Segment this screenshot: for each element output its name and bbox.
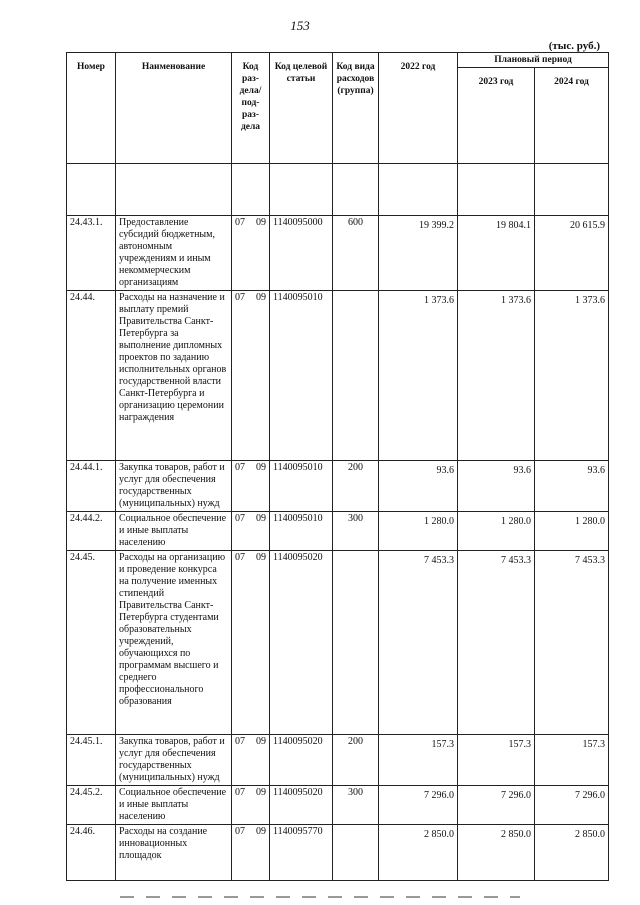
row-value-2024: 157.3 (535, 735, 609, 786)
row-value-2024: 1 280.0 (535, 512, 609, 551)
row-value-2023: 1 373.6 (458, 291, 535, 461)
row-subsection: 09 (256, 826, 266, 837)
row-value-2024: 93.6 (535, 461, 609, 512)
row-value-2022: 1 280.0 (379, 512, 458, 551)
row-name: Предоставление субсидий бюджетным, автономным учреждениям и иным некоммерческим организациям (116, 216, 232, 291)
row-name: Расходы на назначение и выплату премий Правительства Санкт-Петербурга за выполнение дипломных проектов по заданию исполнительных органов государственной власти Санкт-Петербурга и организацию церемонии награждения (116, 291, 232, 461)
row-value-2023: 2 850.0 (458, 825, 535, 881)
table-row (67, 461, 609, 512)
header-article: Код целевой статьи (270, 53, 333, 164)
table-row (67, 735, 609, 786)
row-section: 07 (235, 826, 245, 837)
row-article-code: 1140095020 (270, 551, 333, 735)
row-name: Расходы на создание инновационных площадок (116, 825, 232, 881)
row-value-2022: 157.3 (379, 735, 458, 786)
row-section-code (232, 551, 270, 735)
row-article-code: 1140095010 (270, 461, 333, 512)
row-section-code (232, 512, 270, 551)
row-subsection: 09 (256, 552, 266, 563)
row-expense-type (333, 291, 379, 461)
table-row (67, 291, 609, 461)
row-section: 07 (235, 736, 245, 747)
row-value-2023: 7 453.3 (458, 551, 535, 735)
scan-artifact-line (120, 896, 520, 898)
table-row (67, 512, 609, 551)
row-section: 07 (235, 462, 245, 473)
row-value-2024: 1 373.6 (535, 291, 609, 461)
row-article-code: 1140095010 (270, 291, 333, 461)
row-name: Закупка товаров, работ и услуг для обеспечения государственных (муниципальных) нужд (116, 735, 232, 786)
row-expense-type: 300 (333, 512, 379, 551)
row-expense-type (333, 825, 379, 881)
row-section: 07 (235, 513, 245, 524)
row-subsection: 09 (256, 736, 266, 747)
row-expense-type: 600 (333, 216, 379, 291)
header-2023: 2023 год (458, 68, 535, 164)
row-number: 24.44.1. (67, 461, 116, 512)
row-value-2023: 157.3 (458, 735, 535, 786)
row-section: 07 (235, 217, 245, 228)
row-value-2023: 1 280.0 (458, 512, 535, 551)
row-section: 07 (235, 552, 245, 563)
row-article-code: 1140095020 (270, 735, 333, 786)
header-plan-period: Плановый период (458, 53, 609, 68)
row-expense-type: 200 (333, 735, 379, 786)
row-value-2022: 93.6 (379, 461, 458, 512)
row-article-code: 1140095020 (270, 786, 333, 825)
header-number: Номер (67, 53, 116, 164)
header-2022: 2022 год (379, 53, 458, 164)
row-value-2022: 1 373.6 (379, 291, 458, 461)
table-row (67, 216, 609, 291)
row-value-2022: 7 453.3 (379, 551, 458, 735)
row-value-2023: 93.6 (458, 461, 535, 512)
row-section: 07 (235, 787, 245, 798)
table-row (67, 825, 609, 881)
row-expense-type: 300 (333, 786, 379, 825)
row-subsection: 09 (256, 217, 266, 228)
row-section-code (232, 786, 270, 825)
row-value-2023: 7 296.0 (458, 786, 535, 825)
row-name: Социальное обеспечение и иные выплаты населению (116, 786, 232, 825)
units-label: (тыс. руб.) (548, 40, 600, 52)
row-number: 24.45. (67, 551, 116, 735)
row-section-code (232, 735, 270, 786)
budget-table (66, 52, 609, 881)
row-value-2024: 7 296.0 (535, 786, 609, 825)
row-number: 24.44. (67, 291, 116, 461)
row-value-2023: 19 804.1 (458, 216, 535, 291)
row-name: Закупка товаров, работ и услуг для обеспечения государственных (муниципальных) нужд (116, 461, 232, 512)
row-name: Социальное обеспечение и иные выплаты населению (116, 512, 232, 551)
row-value-2024: 20 615.9 (535, 216, 609, 291)
row-article-code: 1140095010 (270, 512, 333, 551)
row-value-2022: 19 399.2 (379, 216, 458, 291)
row-subsection: 09 (256, 292, 266, 303)
header-2024: 2024 год (535, 68, 609, 164)
row-value-2022: 7 296.0 (379, 786, 458, 825)
header-name: Наименование (116, 53, 232, 164)
row-section-code (232, 291, 270, 461)
row-section: 07 (235, 292, 245, 303)
row-expense-type (333, 551, 379, 735)
row-section-code (232, 825, 270, 881)
row-number: 24.43.1. (67, 216, 116, 291)
row-number: 24.45.2. (67, 786, 116, 825)
row-subsection: 09 (256, 462, 266, 473)
row-number: 24.46. (67, 825, 116, 881)
row-number: 24.44.2. (67, 512, 116, 551)
row-number: 24.45.1. (67, 735, 116, 786)
row-value-2024: 7 453.3 (535, 551, 609, 735)
row-value-2022: 2 850.0 (379, 825, 458, 881)
row-expense-type: 200 (333, 461, 379, 512)
header-section: Код раз-дела/ под-раз-дела (232, 53, 270, 164)
table-row (67, 551, 609, 735)
row-article-code: 1140095770 (270, 825, 333, 881)
row-value-2024: 2 850.0 (535, 825, 609, 881)
header-expense-type: Код вида расходов (группа) (333, 53, 379, 164)
row-section-code (232, 216, 270, 291)
row-subsection: 09 (256, 787, 266, 798)
row-name: Расходы на организацию и проведение конкурса на получение именных стипендий Правительства Санкт-Петербурга студентами образовательных учреждений, обучающихся по программам высшего и среднего профессионального образования (116, 551, 232, 735)
page-number: 153 (290, 18, 310, 33)
row-section-code (232, 461, 270, 512)
row-article-code: 1140095000 (270, 216, 333, 291)
row-subsection: 09 (256, 513, 266, 524)
table-row (67, 786, 609, 825)
